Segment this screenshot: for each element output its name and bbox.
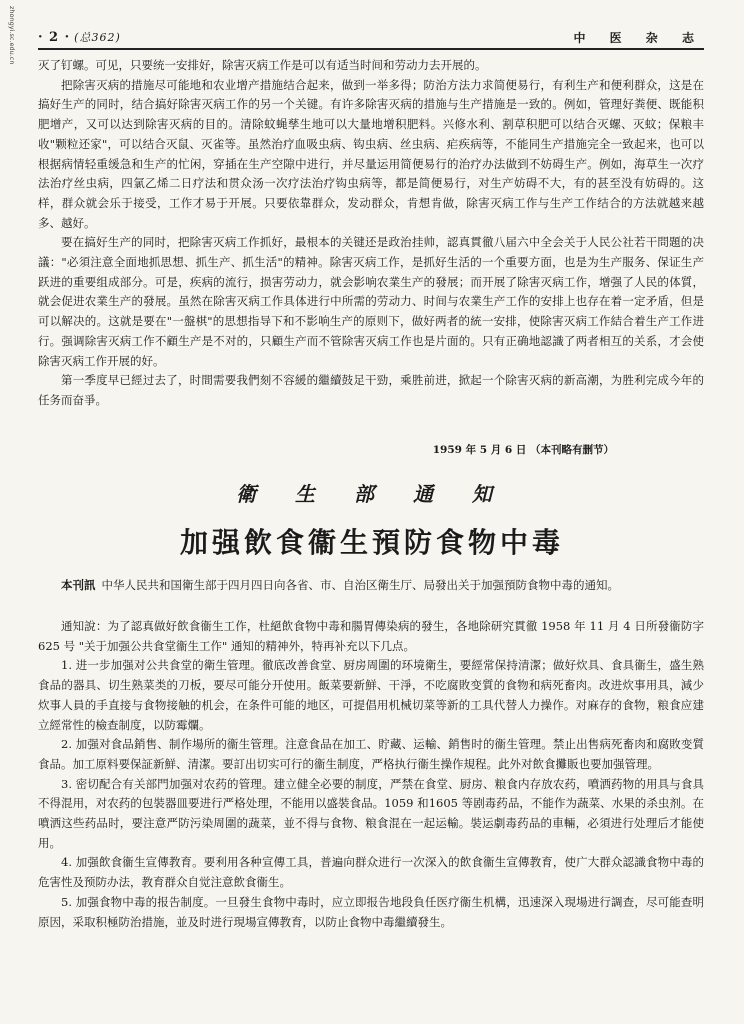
notice-item: 1. 进一步加强对公共食堂的衛生管理。徹底改善食堂、厨房周圍的环境衛生，要經常保持清潔；做好炊具、食具衞生，盛生熟食品的器具、切生熟菜类的刀板，要尽可能分开使用。飯菜要新鮮、干淨，不吃腐敗变質的食物和病死畜肉。改进炊事用具，減少炊事人員的手直接与食物接触的机会，在条件可能的地区，可提倡用机械切菜等新的工具代替人力操作。对麻存的食物，粮食应建立經常性的檢查制度，以防霉爛。 <box>38 658 704 732</box>
total-page-number: (总362) <box>74 31 121 44</box>
article-continued <box>38 56 704 411</box>
page-header <box>38 26 704 50</box>
notice-paragraph: 通知說：为了認真做好飲食衞生工作，杜絕飲食物中毒和腸胃傳染病的發生，各地除研究貫徹 1958 年 11 月 4 日所發衞防字 625 号 "关于加强公共食堂衞生工作" 通知的精神外，特再补充以下几点。 <box>38 619 704 653</box>
notice-lead <box>38 576 704 596</box>
library-stamp: zhongyi.sc.edu.cn <box>8 6 16 65</box>
lead-tag: 本刊訊 <box>61 578 96 592</box>
article-paragraph: 要在搞好生产的同时，把除害灭病工作抓好，最根本的关键还是政治挂帅，認真貫徹八届六中全会关于人民公社若干問題的决議："必須注意全面地抓思想、抓生产、抓生活"的精神。除害灭病工作，是抓好生活的一个重要方面，也是为生产服务、保证生产跃进的重要组成部分。可是，疾病的流行，损害劳动力，就会影响农業生产的發展；而开展了除害灭病工作，增强了人民的体質，就会促进农業生产的發展。虽然在除害灭病工作具体进行中所需的劳动力、时间与农業生产工作的安排上也存在着一定矛盾，但是可以解决的。这就是要在"一盤棋"的思想指导下和不影响生产的原则下，做好两者的統一安排，使除害灭病工作結合着生产工作进行。强调除害灭病工作不顧生产是不对的，只顧生产而不管除害灭病工作也是片面的。只有正确地認識了两者相互的关系，才会使除害灭病工作开展的好。 <box>38 235 704 368</box>
article-paragraph: 把除害灭病的措施尽可能地和农业增产措施结合起来，做到一举多得；防治方法力求简便易行，有利生产和便利群众，这是在搞好生产的同时，结合搞好除害灭病工作的另一个关键。有许多除害灭病的措施与生产措施是一致的。例如，管理好粪便、既能积肥增产，又可以达到除害灭病的目的。清除蚊蝇孳生地可以大量地增积肥料。兴修水利、割草积肥可以结合灭螺、灭蚊；保粮丰收"颗粒还家"，可以结合灭鼠、灭雀等。虽然治疗血吸虫病、钩虫病、丝虫病、疟疾病等，不能同生产措施完全一致起来，也可以根据病情轻重缓急和生产的忙闲，穿插在生产空隙中进行，并尽量运用简便易行的治疗办法做到不妨碍生产。例如，海草生一次疗法治疗丝虫病，四氯乙烯二日疗法和贯众汤一次疗法治疗钩虫病等，都是简便易行，对生产妨碍不大，有的甚至没有妨碍的。这样，群众就会乐于接受，工作才易于开展。只要依靠群众，发动群众，肯想肯做，除害灭病工作与生产工作结合的方法就越来越多、越好。 <box>38 77 704 230</box>
notice-body <box>38 617 704 932</box>
notice-headline: 加强飲食衞生預防食物中毒 <box>179 526 564 559</box>
notice-item: 3. 密切配合有关部門加强对农药的管理。建立健全必要的制度，严禁在食堂、厨房、粮食内存放农药，噴洒药物的用具与食具不得混用，对农药的包裝器皿要进行严格处理，不能用以盛裝食品。1059 和1605 等剧毒药品，不能作为蔬菜、水果的杀虫剂。在噴洒这些药品时，要注意严防污染周圍的蔬菜，並不得与食物、粮食混在一起运輸。裝运劇毒药品的車輛，必須进行处理后才能使用。 <box>38 776 704 850</box>
article-paragraph: 灭了钉螺。可见，只要统一安排好，除害灭病工作是可以有适当时间和劳动力去开展的。 <box>38 58 487 72</box>
lead-text: 中华人民共和国衛生部于四月四日向各省、市、自治区衛生厅、局發出关于加强預防食物中毒的通知。 <box>101 578 619 592</box>
page-number: · 2 · (总362) <box>38 30 121 45</box>
notice-item: 4. 加强飲食衞生宣傳教育。要利用各种宣傳工具，普遍向群众进行一次深入的飲食衞生宣傳教育，使广大群众認識食物中毒的危害性及预防办法，教育群众自觉注意飲食衞生。 <box>38 855 704 890</box>
notice-item: 5. 加强食物中毒的报告制度。一旦發生食物中毒时，应立即报告地段負任医疗衞生机構，迅速深入現場进行調查，尽可能查明原因，采取积極防治措施，並及时进行現場宣傳教育，以防止食物中毒繼續發生。 <box>38 894 704 929</box>
journal-title: 中 医 杂 志 <box>573 30 704 45</box>
article-dateline: 1959 年 5 月 6 日 （本刊略有删节） <box>432 444 614 456</box>
department-heading: 衛 生 部 通 知 <box>236 482 508 506</box>
notice-item: 2. 加强对食品銷售、制作場所的衞生管理。注意食品在加工、貯藏、运輸、銷售时的衞生管理。禁止出售病死畜肉和腐敗变質食品。加工原料要保証新鮮、清潔。要訂出切实可行的衞生制度，严格执行衞生操作規程。此外对飲食攤販也要加强管理。 <box>38 737 704 771</box>
article-paragraph: 第一季度早已經过去了，时間需要我們刻不容緩的繼續鼓足干勁，乘胜前进，掀起一个除害灭病的新高潮，为胜利完成今年的任务而奋爭。 <box>38 373 704 407</box>
